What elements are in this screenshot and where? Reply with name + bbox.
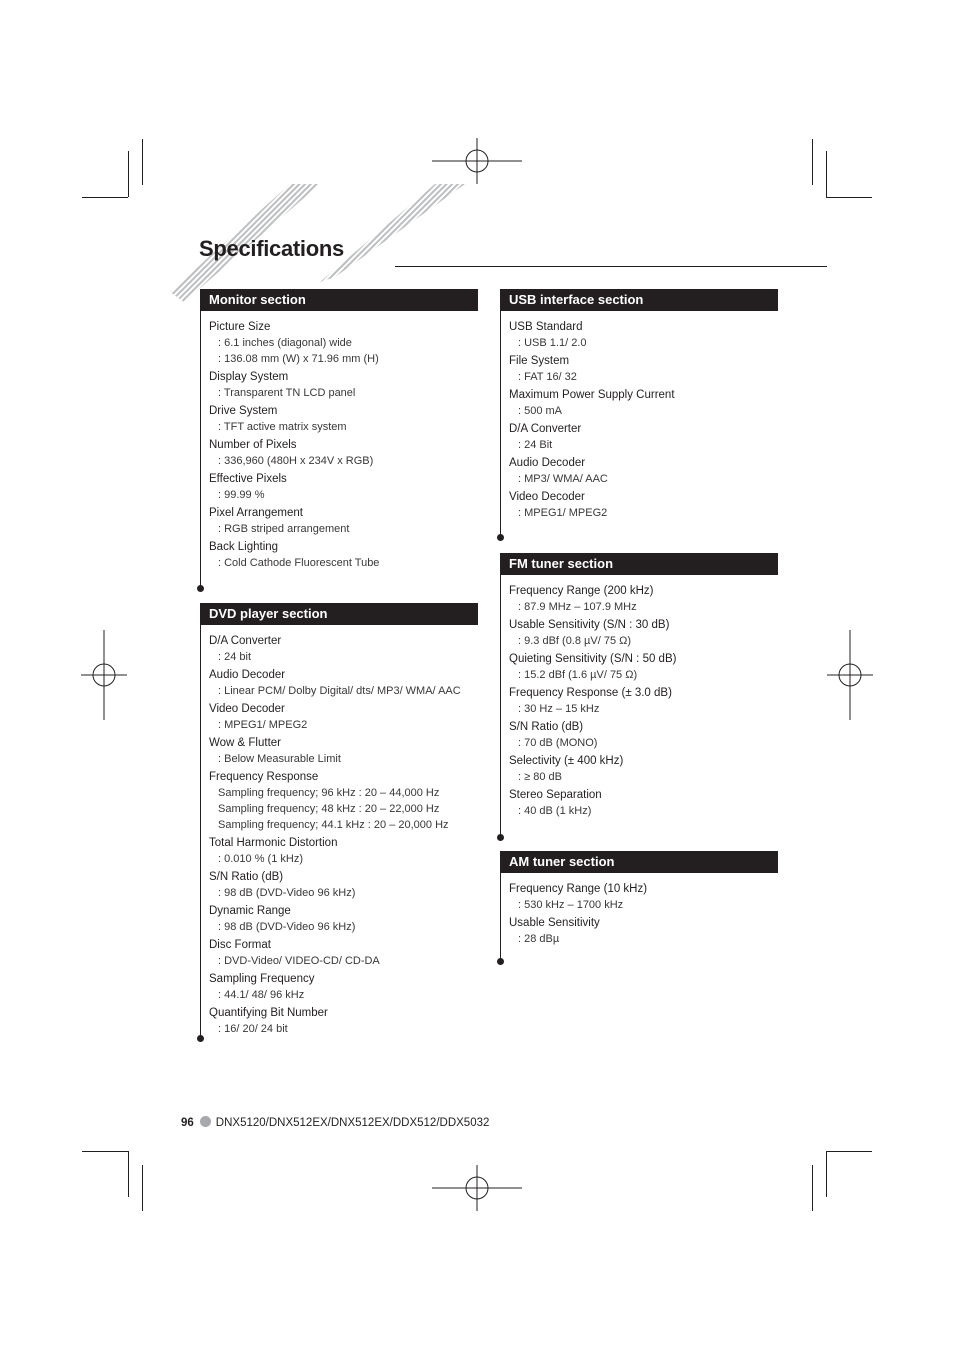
spec-item	[509, 685, 778, 717]
section-bar	[200, 311, 201, 589]
spec-name: Quantifying Bit Number	[209, 1007, 328, 1019]
section-bar	[500, 311, 501, 538]
spec-value: : 40 dB (1 kHz)	[518, 805, 592, 817]
monitor-section-heading: Monitor section	[200, 289, 478, 311]
spec-item	[209, 869, 478, 901]
title-rule	[395, 266, 827, 267]
spec-item	[509, 583, 778, 615]
spec-value: : 98 dB (DVD-Video 96 kHz)	[218, 887, 356, 899]
spec-value: : 99.99 %	[218, 489, 265, 501]
spec-name: Stereo Separation	[509, 789, 602, 801]
spec-item	[509, 753, 778, 785]
spec-name: Usable Sensitivity	[509, 917, 600, 929]
section-bullet	[497, 958, 504, 965]
section-bullet	[197, 585, 204, 592]
spec-value: : TFT active matrix system	[218, 421, 347, 433]
spec-item	[209, 903, 478, 935]
spec-value: : 336,960 (480H x 234V x RGB)	[218, 455, 374, 467]
spec-item	[209, 505, 478, 537]
usb-section	[500, 289, 778, 523]
spec-value: : USB 1.1/ 2.0	[518, 337, 587, 349]
spec-value: : DVD-Video/ VIDEO-CD/ CD-DA	[218, 955, 380, 967]
spec-value: : 30 Hz – 15 kHz	[518, 703, 600, 715]
section-bullet	[497, 834, 504, 841]
spec-item	[509, 881, 778, 913]
spec-item	[509, 617, 778, 649]
spec-item	[509, 915, 778, 947]
am-section	[500, 851, 778, 949]
section-bullet	[497, 534, 504, 541]
spec-name: Number of Pixels	[209, 439, 297, 451]
spec-item	[209, 471, 478, 503]
spec-name: Quieting Sensitivity (S/N : 50 dB)	[509, 653, 677, 665]
spec-list	[509, 583, 778, 819]
section-bullet	[197, 1035, 204, 1042]
spec-name: Frequency Response	[209, 771, 319, 783]
spec-list	[509, 881, 778, 947]
spec-value: : RGB striped arrangement	[218, 523, 350, 535]
spec-value: Sampling frequency; 44.1 kHz : 20 – 20,000 Hz	[218, 819, 449, 831]
spec-name: File System	[509, 355, 570, 367]
spec-list	[209, 633, 478, 1037]
spec-name: Sampling Frequency	[209, 973, 315, 985]
spec-value: : 0.010 % (1 kHz)	[218, 853, 303, 865]
spec-value: : FAT 16/ 32	[518, 371, 577, 383]
spec-name: Frequency Range (200 kHz)	[509, 585, 654, 597]
spec-value: : Below Measurable Limit	[218, 753, 341, 765]
spec-value: : 24 Bit	[518, 439, 553, 451]
spec-value: : ≥ 80 dB	[518, 771, 562, 783]
spec-list	[509, 319, 778, 521]
registration-mark-right	[827, 628, 873, 722]
spec-name: Back Lighting	[209, 541, 279, 553]
spec-list	[209, 319, 478, 571]
spec-value: : Linear PCM/ Dolby Digital/ dts/ MP3/ WMA/ AAC	[218, 685, 461, 697]
spec-item	[209, 971, 478, 1003]
spec-value: : 44.1/ 48/ 96 kHz	[218, 989, 305, 1001]
spec-name: Audio Decoder	[209, 669, 286, 681]
spec-name: Total Harmonic Distortion	[209, 837, 338, 849]
spec-name: Wow & Flutter	[209, 737, 281, 749]
spec-item	[209, 437, 478, 469]
spec-item	[209, 319, 478, 367]
spec-value: : 87.9 MHz – 107.9 MHz	[518, 601, 637, 613]
spec-item	[209, 1005, 478, 1037]
spec-value: : 70 dB (MONO)	[518, 737, 598, 749]
footer-dot-icon	[200, 1116, 211, 1127]
section-bar	[200, 625, 201, 1039]
spec-item	[209, 403, 478, 435]
spec-value: : 9.3 dBf (0.8 µV/ 75 Ω)	[518, 635, 632, 647]
monitor-section	[200, 289, 478, 573]
spec-item	[509, 319, 778, 351]
spec-item	[509, 651, 778, 683]
am-section-heading: AM tuner section	[500, 851, 778, 873]
spec-item	[209, 701, 478, 733]
page-title: Specifications	[199, 236, 344, 261]
spec-item	[209, 667, 478, 699]
spec-name: Drive System	[209, 405, 278, 417]
spec-name: Disc Format	[209, 939, 271, 951]
dvd-section	[200, 603, 478, 1039]
spec-value: : 16/ 20/ 24 bit	[218, 1023, 288, 1035]
spec-item	[509, 489, 778, 521]
spec-name: Display System	[209, 371, 289, 383]
spec-item	[509, 787, 778, 819]
spec-name: USB Standard	[509, 321, 583, 333]
spec-value: : MPEG1/ MPEG2	[518, 507, 608, 519]
spec-item	[509, 353, 778, 385]
spec-value: : 15.2 dBf (1.6 µV/ 75 Ω)	[518, 669, 638, 681]
spec-value: Sampling frequency; 48 kHz : 20 – 22,000 Hz	[218, 803, 440, 815]
dvd-section-heading: DVD player section	[200, 603, 478, 625]
spec-name: Frequency Range (10 kHz)	[509, 883, 648, 895]
page-number: 96	[181, 1117, 194, 1129]
fm-section-heading: FM tuner section	[500, 553, 778, 575]
spec-name: D/A Converter	[509, 423, 582, 435]
spec-name: S/N Ratio (dB)	[509, 721, 584, 733]
spec-item	[209, 369, 478, 401]
spec-item	[509, 455, 778, 487]
spec-item	[209, 835, 478, 867]
spec-value: : Transparent TN LCD panel	[218, 387, 356, 399]
registration-mark-left	[81, 628, 127, 722]
usb-section-heading: USB interface section	[500, 289, 778, 311]
spec-value: : Cold Cathode Fluorescent Tube	[218, 557, 380, 569]
spec-name: Video Decoder	[209, 703, 285, 715]
section-bar	[500, 575, 501, 838]
spec-value: : 530 kHz – 1700 kHz	[518, 899, 624, 911]
spec-item	[209, 735, 478, 767]
spec-name: Pixel Arrangement	[209, 507, 303, 519]
spec-item	[209, 633, 478, 665]
spec-name: Effective Pixels	[209, 473, 287, 485]
spec-name: Dynamic Range	[209, 905, 291, 917]
spec-value: Sampling frequency; 96 kHz : 20 – 44,000 Hz	[218, 787, 440, 799]
spec-name: Selectivity (± 400 kHz)	[509, 755, 624, 767]
registration-mark-bottom	[430, 1165, 524, 1211]
spec-item	[209, 539, 478, 571]
spec-name: Frequency Response (± 3.0 dB)	[509, 687, 672, 699]
spec-value: : 98 dB (DVD-Video 96 kHz)	[218, 921, 356, 933]
spec-name: Video Decoder	[509, 491, 585, 503]
spec-item	[509, 387, 778, 419]
fm-section	[500, 553, 778, 821]
registration-mark-top	[430, 138, 524, 184]
spec-item	[509, 719, 778, 751]
spec-value: : 136.08 mm (W) x 71.96 mm (H)	[218, 353, 379, 365]
spec-item	[509, 421, 778, 453]
spec-name: Usable Sensitivity (S/N : 30 dB)	[509, 619, 670, 631]
spec-item	[209, 937, 478, 969]
model-list: DNX5120/DNX512EX/DNX512EX/DDX512/DDX5032	[215, 1117, 490, 1129]
page-footer	[181, 1115, 489, 1131]
spec-name: Audio Decoder	[509, 457, 586, 469]
spec-value: : 500 mA	[518, 405, 563, 417]
spec-value: : MP3/ WMA/ AAC	[518, 473, 608, 485]
spec-value: : 6.1 inches (diagonal) wide	[218, 337, 352, 349]
spec-name: Maximum Power Supply Current	[509, 389, 675, 401]
section-bar	[500, 873, 501, 962]
spec-value: : 24 bit	[218, 651, 252, 663]
spec-value: : MPEG1/ MPEG2	[218, 719, 308, 731]
spec-item	[209, 769, 478, 833]
spec-name: S/N Ratio (dB)	[209, 871, 284, 883]
spec-name: Picture Size	[209, 321, 271, 333]
spec-value: : 28 dBµ	[518, 933, 560, 945]
spec-name: D/A Converter	[209, 635, 282, 647]
